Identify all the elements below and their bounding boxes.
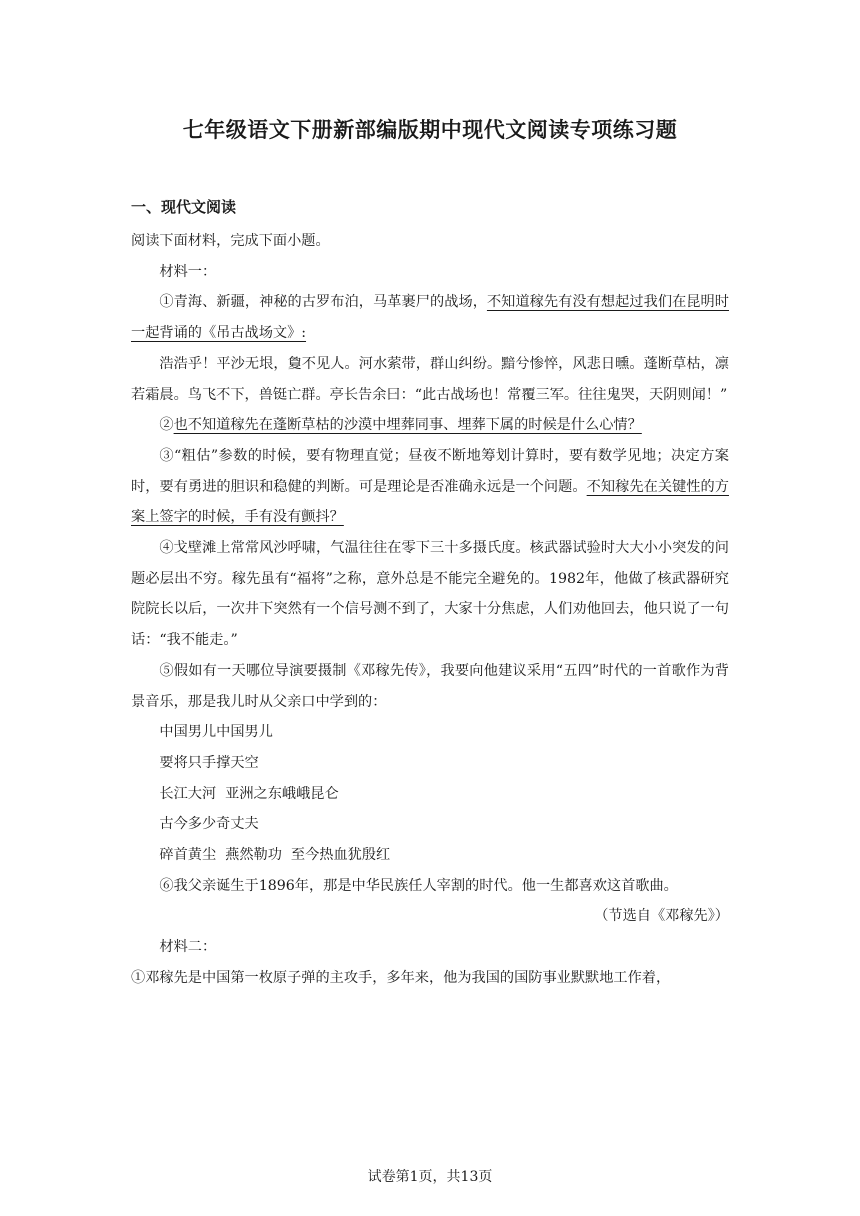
poem-line: 古今多少奇丈夫 [159, 816, 259, 833]
paragraph-5: ⑤假如有一天哪位导演要摄制《邓稼先传》，我要向他建议采用“五四”时代的一首歌作为背景音乐，那是我儿时从父亲口中学到的： [131, 662, 729, 710]
p2-number: ② [159, 417, 174, 434]
paragraph-6: ⑥我父亲诞生于1896年，那是中华民族任人宰割的时代。他一生都喜欢这首歌曲。 [159, 877, 678, 894]
material2-label: 材料二： [159, 939, 217, 956]
paragraph-2 [131, 410, 729, 441]
page-footer: 试卷第1页，共13页 [367, 1169, 493, 1185]
paragraph-4: ④戈壁滩上常常风沙呼啸，气温往往在零下三十多摄氏度。核武器试验时大大小小突发的问题必层出不穷。稼先虽有“福将”之称，意外总是不能完全避免的。1982年，他做了核武器研究院院长以后，一次井下突然有一个信号测不到了，大家十分焦虑，人们劝他回去，他只说了一句话：“我不能走。” [131, 540, 729, 649]
source-citation: （节选自《邓稼先》） [594, 908, 729, 925]
poem-line: 中国男儿中国男儿 [159, 724, 273, 741]
page-title: 七年级语文下册新部编版期中现代文阅读专项练习题 [182, 118, 678, 142]
paragraph-1 [131, 287, 729, 348]
p3-text: ③“粗估”参数的时候，要有物理直觉；昼夜不断地筹划计算时，要有数学见地；决定方案时，要有勇进的胆识和稳健的判断。可是理论是否准确永远是一个问题。 [131, 447, 729, 495]
section-heading: 一、现代文阅读 [131, 198, 237, 216]
passage-body [131, 226, 729, 994]
material2-paragraph-1: ①邓稼先是中国第一枚原子弹的主攻手，多年来，他为我国的国防事业默默地工作着， [131, 969, 671, 986]
instruction: 阅读下面材料，完成下面小题。 [131, 233, 330, 249]
material1-label: 材料一： [159, 263, 217, 280]
poem-line: 碎首黄尘 燕然勒功 至今热血犹殷红 [159, 847, 391, 864]
p1-underlined: 不知道稼先有没有想起过我们在昆明时一起背诵的《吊古战场文》: [131, 294, 729, 342]
paragraph-3 [131, 441, 729, 533]
quote-paragraph: 浩浩乎！平沙无垠，敻不见人。河水萦带，群山纠纷。黯兮惨悴，风悲日曛。蓬断草枯，凛若霜晨。鸟飞不下，兽铤亡群。亭长告余曰：“此古战场也！常覆三军。往往鬼哭，天阴则闻！” [131, 355, 729, 403]
p1-text: ①青海、新疆，神秘的古罗布泊，马革裹尸的战场， [159, 294, 487, 311]
p3-underlined: 不知稼先在关键性的方案上签字的时候，手有没有颤抖？ [131, 478, 729, 526]
p2-underlined: 也不知道稼先在蓬断草枯的沙漠中埋葬同事、埋葬下属的时候是什么心情？ [173, 417, 642, 434]
poem-line: 长江大河 亚洲之东峨峨昆仑 [159, 785, 339, 802]
poem-line: 要将只手撑天空 [159, 754, 259, 771]
